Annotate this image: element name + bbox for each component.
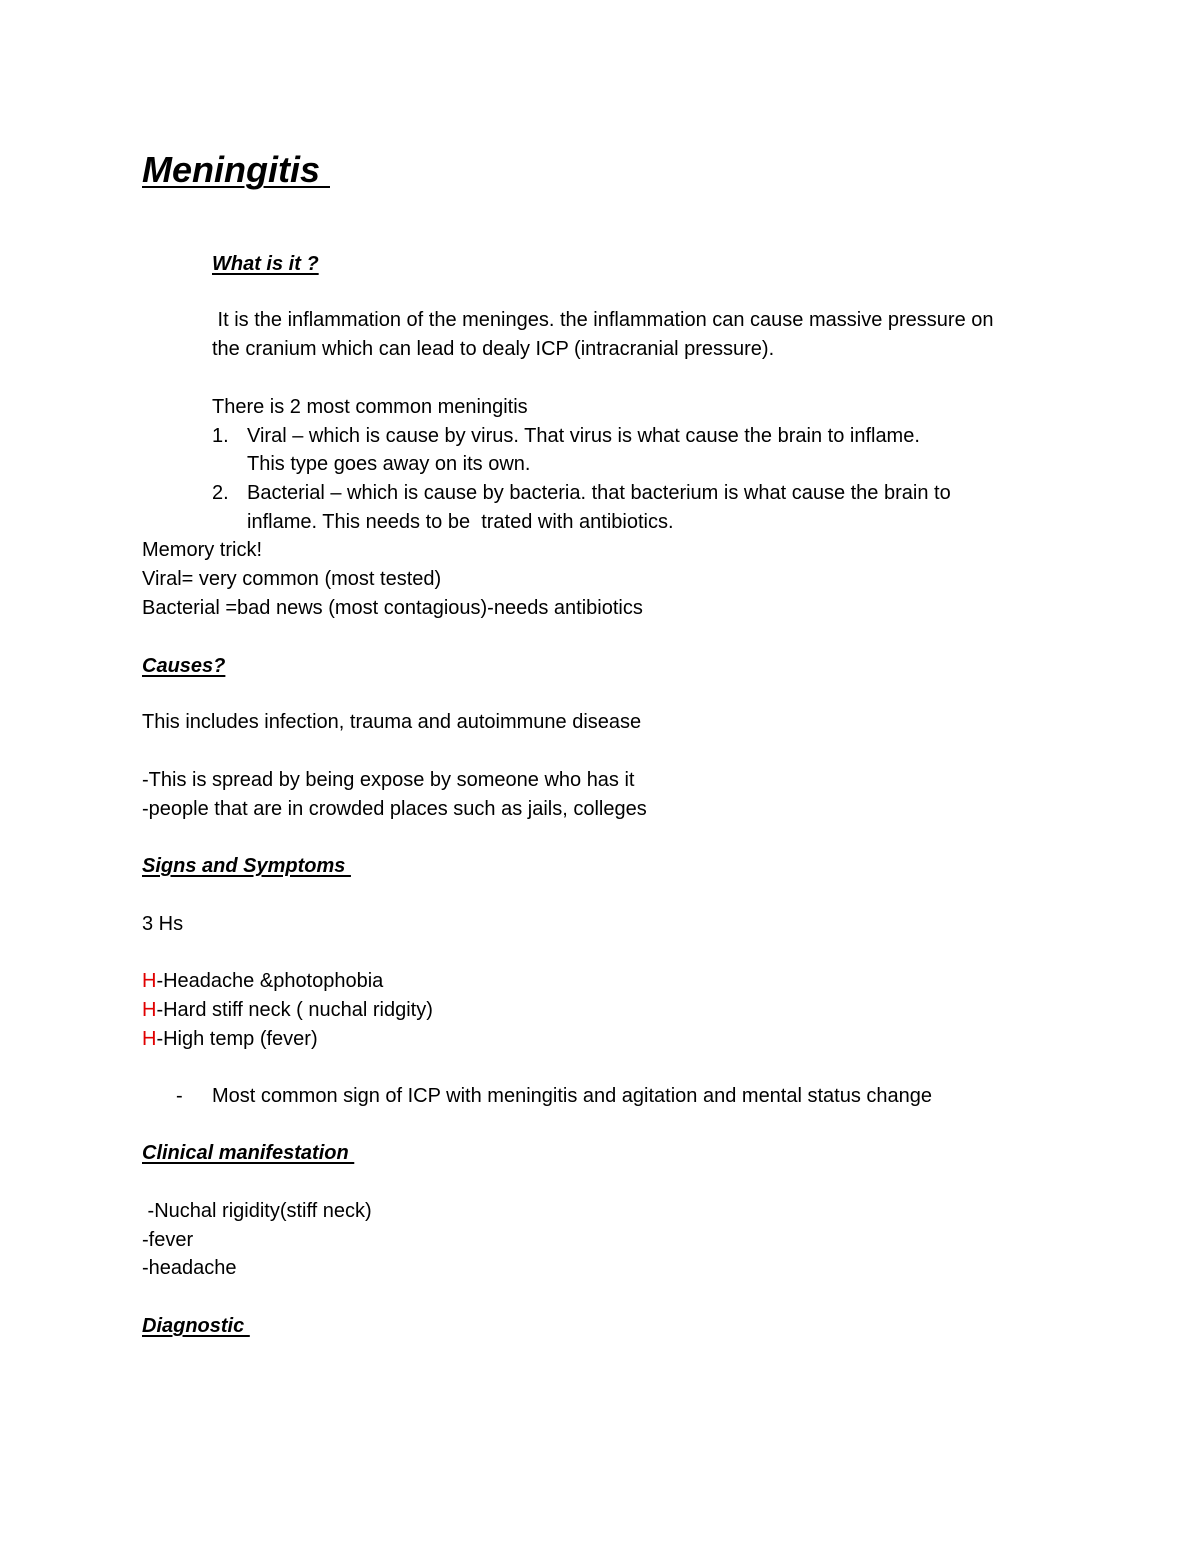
list-number: 1.	[212, 425, 229, 447]
three-hs-label: 3 Hs	[142, 913, 184, 935]
section-heading-what-is-it: What is it ?	[212, 253, 319, 275]
page-title: Meningitis	[142, 149, 330, 190]
memory-trick-label: Memory trick!	[142, 539, 262, 561]
section-heading-clinical-manifestation: Clinical manifestation	[142, 1142, 355, 1164]
list-item-viral-line-2: This type goes away on its own.	[247, 453, 531, 475]
symptom-text: -Hard stiff neck ( nuchal ridgity)	[156, 999, 433, 1021]
list-number: 2.	[212, 482, 229, 504]
causes-line-2: -This is spread by being expose by someone who has it	[142, 769, 635, 791]
symptom-high-temp	[142, 1025, 318, 1053]
causes-line-1: This includes infection, trauma and autoimmune disease	[142, 711, 642, 733]
memory-trick-viral: Viral= very common (most tested)	[142, 568, 442, 590]
icp-note: Most common sign of ICP with meningitis and agitation and mental status change	[212, 1085, 933, 1107]
list-item-viral-line-1: Viral – which is cause by virus. That virus is what cause the brain to inflame.	[247, 425, 920, 447]
symptom-headache	[142, 967, 383, 995]
types-intro: There is 2 most common meningitis	[212, 396, 528, 418]
clinical-line-1: -Nuchal rigidity(stiff neck)	[142, 1200, 372, 1222]
list-item-bacterial-line-1: Bacterial – which is cause by bacteria. that bacterium is what cause the brain to	[247, 482, 951, 504]
section-heading-signs-symptoms: Signs and Symptoms	[142, 855, 351, 877]
clinical-line-3: -headache	[142, 1257, 237, 1279]
symptom-stiff-neck	[142, 996, 433, 1024]
h-letter: H	[142, 999, 157, 1021]
symptom-text: -Headache &photophobia	[156, 970, 384, 992]
causes-line-3: -people that are in crowded places such as jails, colleges	[142, 798, 647, 820]
definition-line-2: the cranium which can lead to dealy ICP (intracranial pressure).	[212, 338, 775, 360]
h-letter: H	[142, 970, 157, 992]
symptom-text: -High temp (fever)	[156, 1028, 318, 1050]
dash-bullet: -	[176, 1085, 183, 1107]
section-heading-causes: Causes?	[142, 655, 226, 677]
clinical-line-2: -fever	[142, 1229, 194, 1251]
list-item-bacterial-line-2: inflame. This needs to be trated with antibiotics.	[247, 511, 674, 533]
section-heading-diagnostic: Diagnostic	[142, 1315, 250, 1337]
memory-trick-bacterial: Bacterial =bad news (most contagious)-needs antibiotics	[142, 597, 643, 619]
definition-line-1: It is the inflammation of the meninges. the inflammation can cause massive pressure on	[212, 309, 994, 331]
h-letter: H	[142, 1028, 157, 1050]
